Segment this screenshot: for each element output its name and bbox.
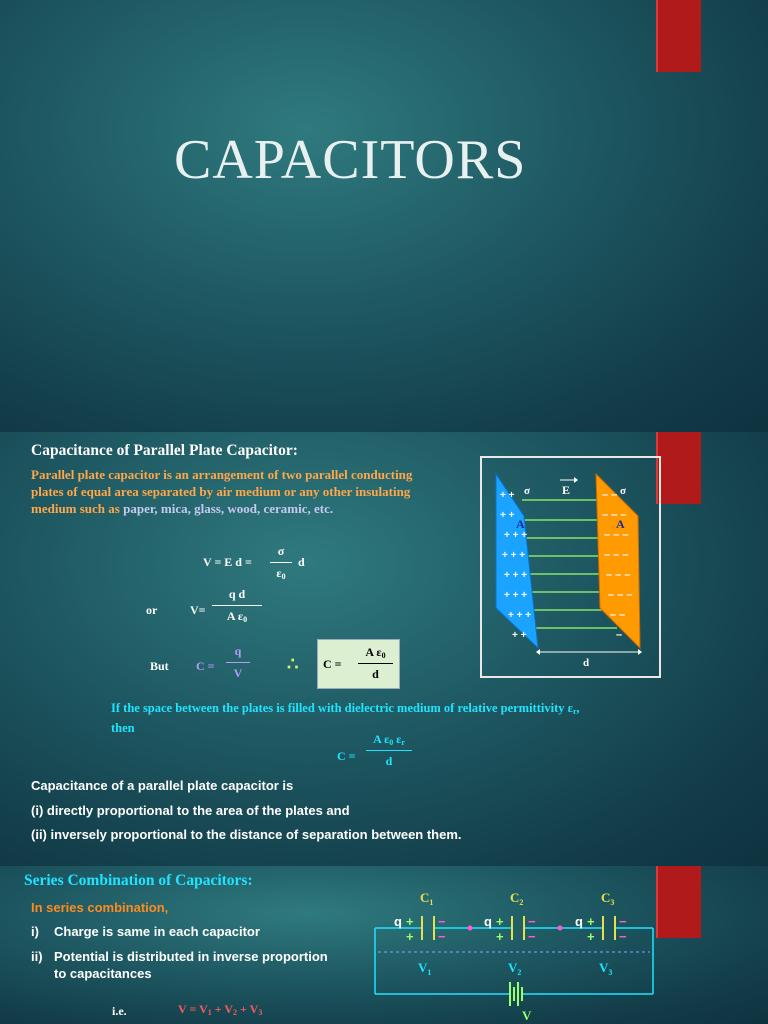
series-item-1: Charge is same in each capacitor xyxy=(54,924,260,939)
c1-label: $C_1$ xyxy=(420,890,434,907)
minus-3b: − xyxy=(619,929,627,944)
box-fraction xyxy=(358,645,393,682)
series-subheading: In series combination, xyxy=(31,900,169,915)
summary-text: Capacitance of a parallel plate capacitor is xyxy=(31,778,294,793)
svg-text:– –: – – xyxy=(602,489,618,501)
area-left: A xyxy=(516,517,525,531)
svg-text:+ + +: + + + xyxy=(504,590,528,601)
c3-label: $C_3$ xyxy=(601,890,615,907)
eq2-lhs: V= xyxy=(190,603,206,617)
plus-3a: + xyxy=(587,914,595,929)
intro-text: Parallel plate capacitor is an arrangement of two parallel conducting plates of equal area separated by air medium or any other insulating medium such as xyxy=(31,467,413,516)
eq3-fraction xyxy=(226,644,250,681)
v2-label: $V_2$ xyxy=(508,960,522,977)
eq3-lhs: C = xyxy=(196,659,215,673)
series-item-1-num: i) xyxy=(31,924,39,939)
title-slide xyxy=(0,0,768,432)
summary-item-1: (i) directly proportional to the area of the plates and xyxy=(31,803,350,818)
eq2-fraction xyxy=(212,587,262,624)
q-label-2: q xyxy=(484,914,492,929)
plus-1a: + xyxy=(406,914,414,929)
svg-text:+ + +: + + + xyxy=(502,550,526,561)
series-item-2-num: ii) xyxy=(31,949,43,964)
box-den: d xyxy=(372,667,379,681)
minus-1a: − xyxy=(438,914,446,929)
svg-text:+ + +: + + + xyxy=(504,570,528,581)
series-circuit xyxy=(370,884,660,1024)
svg-text:– – –: – – – xyxy=(602,509,627,521)
eq4-den: d xyxy=(385,754,393,768)
red-tab-decoration xyxy=(656,0,701,72)
or-label: or xyxy=(146,603,158,617)
red-tab-decoration xyxy=(656,432,701,504)
svg-text:+ +: + + xyxy=(512,630,527,641)
v3-label: $V_3$ xyxy=(599,960,613,977)
eq1-den: $\varepsilon_0$ xyxy=(276,566,286,581)
eq2-num: q d xyxy=(228,587,246,601)
svg-text:– – –: – – – xyxy=(606,569,631,581)
minus-1b: − xyxy=(438,929,446,944)
eq3-den: V xyxy=(233,666,243,680)
box-lhs: C = xyxy=(323,657,342,671)
q-label-3: q xyxy=(575,914,583,929)
summary-item-2: (ii) inversely proportional to the distance of separation between them. xyxy=(31,827,462,842)
svg-text:+ + +: + + + xyxy=(504,530,528,541)
minus-2b: − xyxy=(528,929,536,944)
intro-paragraph xyxy=(31,466,441,517)
sigma-right: σ xyxy=(620,485,626,497)
therefore-symbol: ∴ xyxy=(287,654,299,674)
eq1-rhs: d xyxy=(298,555,305,569)
plus-1b: + xyxy=(406,929,414,944)
eq1-fraction xyxy=(270,544,292,581)
capacitance-formula-box xyxy=(317,639,400,689)
sigma-left: σ xyxy=(524,485,530,497)
eq4-lhs: C = xyxy=(337,749,356,763)
but-label: But xyxy=(150,659,169,673)
eq2-den: A $\varepsilon_0$ xyxy=(226,609,248,624)
red-tab-decoration xyxy=(656,866,701,938)
capacitor-diagram xyxy=(480,456,661,678)
parallel-plate-slide xyxy=(0,432,768,866)
section-heading: Capacitance of Parallel Plate Capacitor: xyxy=(31,442,298,459)
distance-label: d xyxy=(583,657,590,669)
area-right: A xyxy=(616,517,625,531)
svg-text:+ +: + + xyxy=(500,490,515,501)
svg-text:+ + +: + + + xyxy=(508,610,532,621)
plus-3b: + xyxy=(587,929,595,944)
field-label: E xyxy=(562,483,571,497)
svg-text:– – –: – – – xyxy=(608,589,633,601)
v1-label: $V_1$ xyxy=(418,960,432,977)
svg-text:– –: – – xyxy=(610,609,626,621)
q-label-1: q xyxy=(394,914,402,929)
svg-text:+ +: + + xyxy=(500,510,515,521)
capacitor-svg xyxy=(482,458,659,676)
intro-materials: paper, mica, glass, wood, ceramic, etc. xyxy=(123,501,334,516)
plus-2a: + xyxy=(496,914,504,929)
eq3-num: q xyxy=(234,644,242,658)
eq4-num: A $\varepsilon_0$ $\varepsilon_r$ xyxy=(373,732,405,747)
eq4-fraction xyxy=(366,732,412,769)
dielectric-text: If the space between the plates is filled with dielectric medium of relative permittivity $\varepsilon_r$, then xyxy=(111,701,580,735)
minus-2a: − xyxy=(528,914,536,929)
series-voltage-equation: $V = V_1 + V_2 + V_3$ xyxy=(178,1002,263,1017)
minus-3a: − xyxy=(619,914,627,929)
svg-text:– – –: – – – xyxy=(604,529,629,541)
series-heading: Series Combination of Capacitors: xyxy=(24,872,253,889)
plus-2b: + xyxy=(496,929,504,944)
box-num: A $\varepsilon_0$ xyxy=(365,645,386,660)
series-item-2-line1: Potential is distributed in inverse proportion xyxy=(54,949,328,964)
svg-text:– – –: – – – xyxy=(604,549,629,561)
svg-text:–: – xyxy=(616,629,623,641)
eq1-lhs: V = E d = xyxy=(203,555,252,569)
ie-label: i.e. xyxy=(112,1004,127,1018)
battery-voltage-label: V xyxy=(522,1008,532,1023)
series-item-2-line2: to capacitances xyxy=(54,966,152,981)
eq1-num: σ xyxy=(277,544,285,558)
c2-label: $C_2$ xyxy=(510,890,524,907)
series-combination-slide xyxy=(0,866,768,1024)
slide-title: CAPACITORS xyxy=(174,129,527,191)
